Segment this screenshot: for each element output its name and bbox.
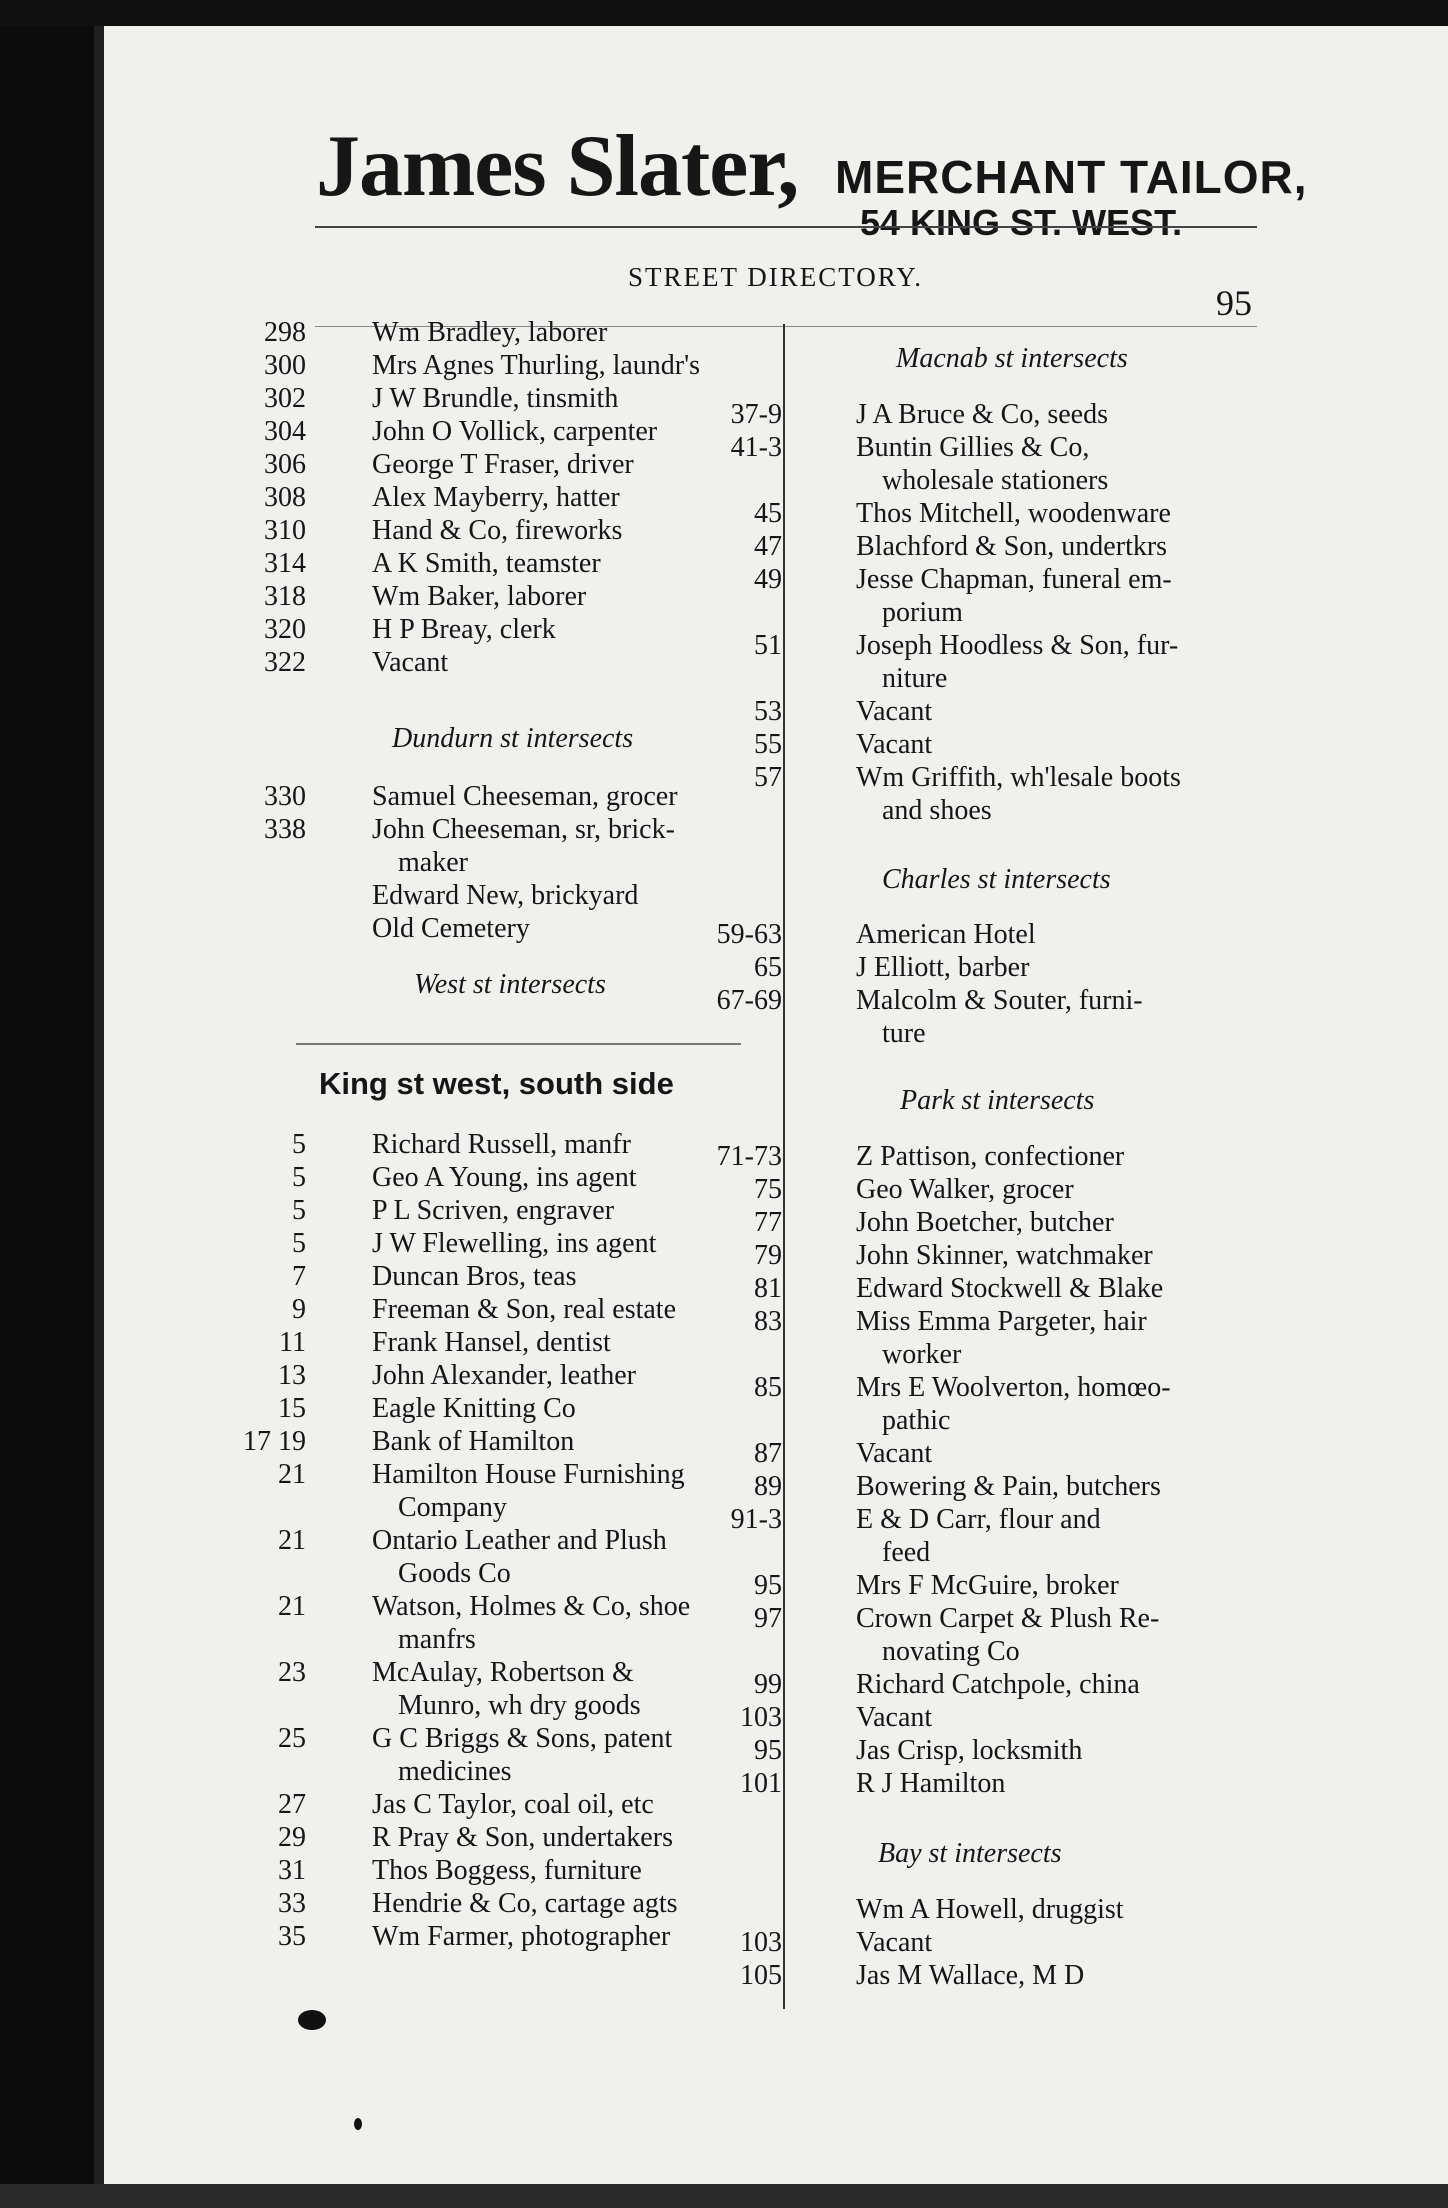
street-number: 91-3 (730, 1504, 782, 1535)
street-number: 75 (754, 1174, 782, 1205)
street-number: 83 (754, 1306, 782, 1337)
directory-entry (234, 780, 678, 813)
directory-entry (234, 813, 675, 879)
street-number: 9 (292, 1294, 306, 1325)
street-number: 51 (754, 630, 782, 661)
intersect-park: Park st intersects (900, 1085, 1095, 1116)
page-number: 95 (1216, 283, 1252, 323)
occupant-name: J Elliott, barber (856, 952, 1030, 983)
intersect-bay: Bay st intersects (878, 1838, 1062, 1869)
occupant-name: Freeman & Son, real estate (372, 1294, 677, 1325)
occupant-name: McAulay, Robertson & (372, 1657, 634, 1688)
occupant-name: Mrs Agnes Thurling, laundr's (372, 350, 701, 381)
occupant-name: E & D Carr, flour and (856, 1504, 1101, 1535)
directory-entry (234, 448, 634, 481)
directory-entry (710, 951, 1029, 984)
occupant-name: Geo A Young, ins agent (372, 1162, 637, 1193)
street-number: 300 (264, 350, 306, 381)
street-number: 21 (278, 1591, 306, 1622)
street-number: 31 (278, 1855, 306, 1886)
directory-entry (710, 918, 1036, 951)
street-number: 302 (264, 383, 306, 414)
directory-entry (234, 1326, 611, 1359)
street-number: 45 (754, 498, 782, 529)
occupant-name: Blachford & Son, undertkrs (856, 531, 1168, 562)
street-number: 314 (264, 548, 306, 579)
directory-entry (234, 912, 530, 945)
directory-entry (234, 613, 556, 646)
street-number: 47 (754, 531, 782, 562)
directory-entry (710, 1140, 1124, 1173)
directory-entry (710, 1305, 1147, 1371)
directory-entry (710, 398, 1108, 431)
advertiser-address: 54 KING ST. WEST. (860, 202, 1183, 243)
occupant-continuation: niture (882, 663, 948, 694)
directory-entry (710, 984, 1143, 1050)
street-number: 320 (264, 614, 306, 645)
intersect-macnab: Macnab st intersects (896, 343, 1128, 374)
street-number: 95 (754, 1735, 782, 1766)
binding-spine (94, 0, 104, 2208)
directory-entry (710, 1734, 1082, 1767)
occupant-name: Hand & Co, fireworks (372, 515, 623, 546)
directory-entry (234, 1788, 654, 1821)
street-number: 97 (754, 1603, 782, 1634)
street-number: 310 (264, 515, 306, 546)
occupant-name: John Skinner, watchmaker (856, 1240, 1153, 1271)
occupant-name: Hendrie & Co, cartage agts (372, 1888, 678, 1919)
street-number: 27 (278, 1789, 306, 1820)
occupant-name: Vacant (372, 647, 449, 678)
occupant-name: Wm Griffith, wh'lesale boots (856, 762, 1181, 793)
occupant-name: Malcolm & Souter, furni- (856, 985, 1143, 1016)
occupant-name: Frank Hansel, dentist (372, 1327, 611, 1358)
occupant-continuation: ture (882, 1018, 926, 1049)
directory-entry (710, 761, 1181, 827)
occupant-continuation: porium (882, 597, 963, 628)
occupant-name: H P Breay, clerk (372, 614, 556, 645)
street-number: 101 (740, 1768, 782, 1799)
header-rule (315, 226, 1257, 228)
directory-entry (234, 1656, 641, 1722)
occupant-name: J W Brundle, tinsmith (372, 383, 619, 414)
directory-entry (234, 580, 586, 613)
occupant-name: Wm A Howell, druggist (856, 1894, 1124, 1925)
street-number: 57 (754, 762, 782, 793)
street-number: 23 (278, 1657, 306, 1688)
occupant-name: Vacant (856, 696, 933, 727)
directory-entry (710, 1470, 1161, 1503)
occupant-name: Miss Emma Pargeter, hair (856, 1306, 1147, 1337)
directory-entry (710, 1503, 1101, 1569)
occupant-name: A K Smith, teamster (372, 548, 601, 579)
scan-bottom-border (0, 2184, 1448, 2208)
occupant-name: Mrs F McGuire, broker (856, 1570, 1119, 1601)
section-rule (296, 1043, 741, 1045)
occupant-continuation: novating Co (882, 1636, 1020, 1667)
occupant-name: Thos Boggess, furniture (372, 1855, 642, 1886)
street-number: 15 (278, 1393, 306, 1424)
street-number: 5 (292, 1195, 306, 1226)
street-number: 21 (278, 1459, 306, 1490)
directory-entry (234, 1722, 672, 1788)
street-number: 99 (754, 1669, 782, 1700)
directory-entry (710, 695, 932, 728)
occupant-name: Vacant (856, 729, 933, 760)
occupant-continuation: maker (398, 847, 468, 878)
directory-entry (234, 1920, 670, 1953)
occupant-name: Wm Baker, laborer (372, 581, 587, 612)
occupant-continuation: feed (882, 1537, 931, 1568)
directory-entry (710, 1371, 1171, 1437)
directory-entry (234, 1524, 667, 1590)
street-number: 59-63 (716, 919, 782, 950)
scan-left-border (0, 0, 95, 2208)
directory-entry (710, 1926, 932, 1959)
occupant-name: Wm Bradley, laborer (372, 317, 608, 348)
ink-speck (354, 2118, 362, 2130)
occupant-name: Eagle Knitting Co (372, 1393, 576, 1424)
directory-entry (710, 1173, 1074, 1206)
directory-entry (710, 1239, 1153, 1272)
occupant-name: Edward Stockwell & Blake (856, 1273, 1164, 1304)
occupant-name: George T Fraser, driver (372, 449, 634, 480)
directory-entry (710, 1206, 1114, 1239)
street-number: 33 (278, 1888, 306, 1919)
directory-entry (234, 547, 601, 580)
occupant-name: John Alexander, leather (372, 1360, 637, 1391)
street-number: 11 (279, 1327, 306, 1358)
occupant-continuation: and shoes (882, 795, 992, 826)
occupant-name: Duncan Bros, teas (372, 1261, 577, 1292)
occupant-name: Jesse Chapman, funeral em- (856, 564, 1172, 595)
occupant-name: Samuel Cheeseman, grocer (372, 781, 678, 812)
occupant-name: G C Briggs & Sons, patent (372, 1723, 673, 1754)
occupant-continuation: pathic (882, 1405, 951, 1436)
intersect-dundurn: Dundurn st intersects (392, 723, 634, 754)
directory-entry (710, 497, 1171, 530)
street-number: 29 (278, 1822, 306, 1853)
directory-entry (710, 1602, 1159, 1668)
directory-entry (234, 481, 620, 514)
advertiser-name: James Slater, (316, 118, 799, 215)
directory-entry (710, 530, 1167, 563)
occupant-name: John O Vollick, carpenter (372, 416, 658, 447)
street-number: 77 (754, 1207, 782, 1238)
occupant-continuation: wholesale stationers (882, 465, 1109, 496)
scan-top-border (0, 0, 1448, 26)
directory-entry (234, 1293, 676, 1326)
street-number: 322 (264, 647, 306, 678)
occupant-name: Vacant (856, 1438, 933, 1469)
directory-entry (234, 1458, 685, 1524)
street-number: 49 (754, 564, 782, 595)
occupant-name: Z Pattison, confectioner (856, 1141, 1125, 1172)
street-number: 318 (264, 581, 306, 612)
directory-entry (710, 1893, 1124, 1926)
street-number: 17 19 (243, 1426, 306, 1457)
occupant-continuation: medicines (398, 1756, 512, 1787)
directory-entry (710, 1272, 1163, 1305)
occupant-name: Geo Walker, grocer (856, 1174, 1074, 1205)
running-head: STREET DIRECTORY. (628, 262, 924, 292)
street-number: 306 (264, 449, 306, 480)
directory-entry (710, 629, 1178, 695)
street-number: 105 (740, 1960, 782, 1991)
occupant-name: Richard Catchpole, china (856, 1669, 1140, 1700)
section-title: King st west, south side (319, 1066, 674, 1101)
directory-entry (234, 316, 607, 349)
street-number: 55 (754, 729, 782, 760)
occupant-name: Richard Russell, manfr (372, 1129, 631, 1160)
directory-entry (234, 1260, 577, 1293)
directory-entry (710, 1437, 932, 1470)
occupant-name: Crown Carpet & Plush Re- (856, 1603, 1160, 1634)
occupant-name: P L Scriven, engraver (372, 1195, 615, 1226)
occupant-name: Alex Mayberry, hatter (372, 482, 620, 513)
occupant-name: Joseph Hoodless & Son, fur- (856, 630, 1179, 661)
street-number: 79 (754, 1240, 782, 1271)
directory-entry (710, 1569, 1119, 1602)
directory-entry (710, 1668, 1140, 1701)
directory-entry (234, 349, 700, 382)
occupant-name: John Boetcher, butcher (856, 1207, 1114, 1238)
occupant-continuation: manfrs (398, 1624, 476, 1655)
street-number: 35 (278, 1921, 306, 1952)
directory-entry (710, 1959, 1084, 1992)
occupant-name: Old Cemetery (372, 913, 530, 944)
occupant-name: R Pray & Son, undertakers (372, 1822, 673, 1853)
street-number: 81 (754, 1273, 782, 1304)
directory-entry (710, 1767, 1005, 1800)
directory-entry (710, 563, 1172, 629)
directory-entry (234, 879, 638, 912)
occupant-continuation: Company (398, 1492, 507, 1523)
occupant-name: Ontario Leather and Plush (372, 1525, 667, 1556)
occupant-name: Watson, Holmes & Co, shoe (372, 1591, 691, 1622)
directory-entry (234, 646, 448, 679)
intersect-charles: Charles st intersects (882, 864, 1111, 895)
occupant-name: Buntin Gillies & Co, (856, 432, 1090, 463)
street-number: 65 (754, 952, 782, 983)
occupant-name: Jas M Wallace, M D (856, 1960, 1085, 1991)
street-number: 338 (264, 814, 306, 845)
street-number: 95 (754, 1570, 782, 1601)
directory-entry (234, 1128, 631, 1161)
directory-entry (234, 1227, 656, 1260)
street-number: 103 (740, 1702, 782, 1733)
occupant-name: Jas C Taylor, coal oil, etc (372, 1789, 654, 1820)
directory-entry (234, 1887, 678, 1920)
occupant-name: Jas Crisp, locksmith (856, 1735, 1083, 1766)
street-number: 37-9 (730, 399, 782, 430)
street-number: 5 (292, 1129, 306, 1160)
street-number: 298 (264, 317, 306, 348)
occupant-continuation: Goods Co (398, 1558, 511, 1589)
occupant-name: Edward New, brickyard (372, 880, 639, 911)
directory-entry (234, 1161, 636, 1194)
ink-smudge (298, 2010, 326, 2030)
street-number: 330 (264, 781, 306, 812)
street-number: 87 (754, 1438, 782, 1469)
street-number: 5 (292, 1228, 306, 1259)
occupant-name: R J Hamilton (856, 1768, 1006, 1799)
street-number: 103 (740, 1927, 782, 1958)
street-number: 304 (264, 416, 306, 447)
directory-entry (234, 382, 618, 415)
directory-entry (234, 1194, 614, 1227)
directory-entry (234, 514, 622, 547)
directory-entry (234, 1590, 690, 1656)
street-number: 85 (754, 1372, 782, 1403)
occupant-name: Vacant (856, 1927, 933, 1958)
directory-entry (234, 1359, 636, 1392)
street-number: 25 (278, 1723, 306, 1754)
occupant-name: Bank of Hamilton (372, 1426, 575, 1457)
street-number: 5 (292, 1162, 306, 1193)
street-number: 89 (754, 1471, 782, 1502)
street-number: 67-69 (716, 985, 782, 1016)
occupant-name: Hamilton House Furnishing (372, 1459, 685, 1490)
occupant-name: Bowering & Pain, butchers (856, 1471, 1161, 1502)
directory-entry (710, 431, 1108, 497)
directory-entry (710, 728, 932, 761)
street-number: 71-73 (716, 1141, 782, 1172)
directory-entry (234, 1854, 642, 1887)
intersect-west: West st intersects (414, 969, 606, 1000)
occupant-name: John Cheeseman, sr, brick- (372, 814, 675, 845)
advertiser-trade: MERCHANT TAILOR, (835, 151, 1308, 203)
directory-entry (710, 1701, 932, 1734)
occupant-name: Mrs E Woolverton, homœo- (856, 1372, 1171, 1403)
occupant-continuation: Munro, wh dry goods (398, 1690, 641, 1721)
street-number: 7 (292, 1261, 306, 1292)
occupant-name: Vacant (856, 1702, 933, 1733)
directory-entry (234, 415, 657, 448)
street-number: 21 (278, 1525, 306, 1556)
occupant-name: Wm Farmer, photographer (372, 1921, 671, 1952)
directory-entry (234, 1392, 576, 1425)
occupant-name: J A Bruce & Co, seeds (856, 399, 1108, 430)
street-number: 53 (754, 696, 782, 727)
directory-entry (234, 1821, 673, 1854)
occupant-name: Thos Mitchell, woodenware (856, 498, 1171, 529)
occupant-continuation: worker (882, 1339, 962, 1370)
street-number: 13 (278, 1360, 306, 1391)
occupant-name: J W Flewelling, ins agent (372, 1228, 657, 1259)
street-number: 308 (264, 482, 306, 513)
directory-entry (234, 1425, 574, 1458)
street-number: 41-3 (730, 432, 782, 463)
occupant-name: American Hotel (856, 919, 1036, 950)
